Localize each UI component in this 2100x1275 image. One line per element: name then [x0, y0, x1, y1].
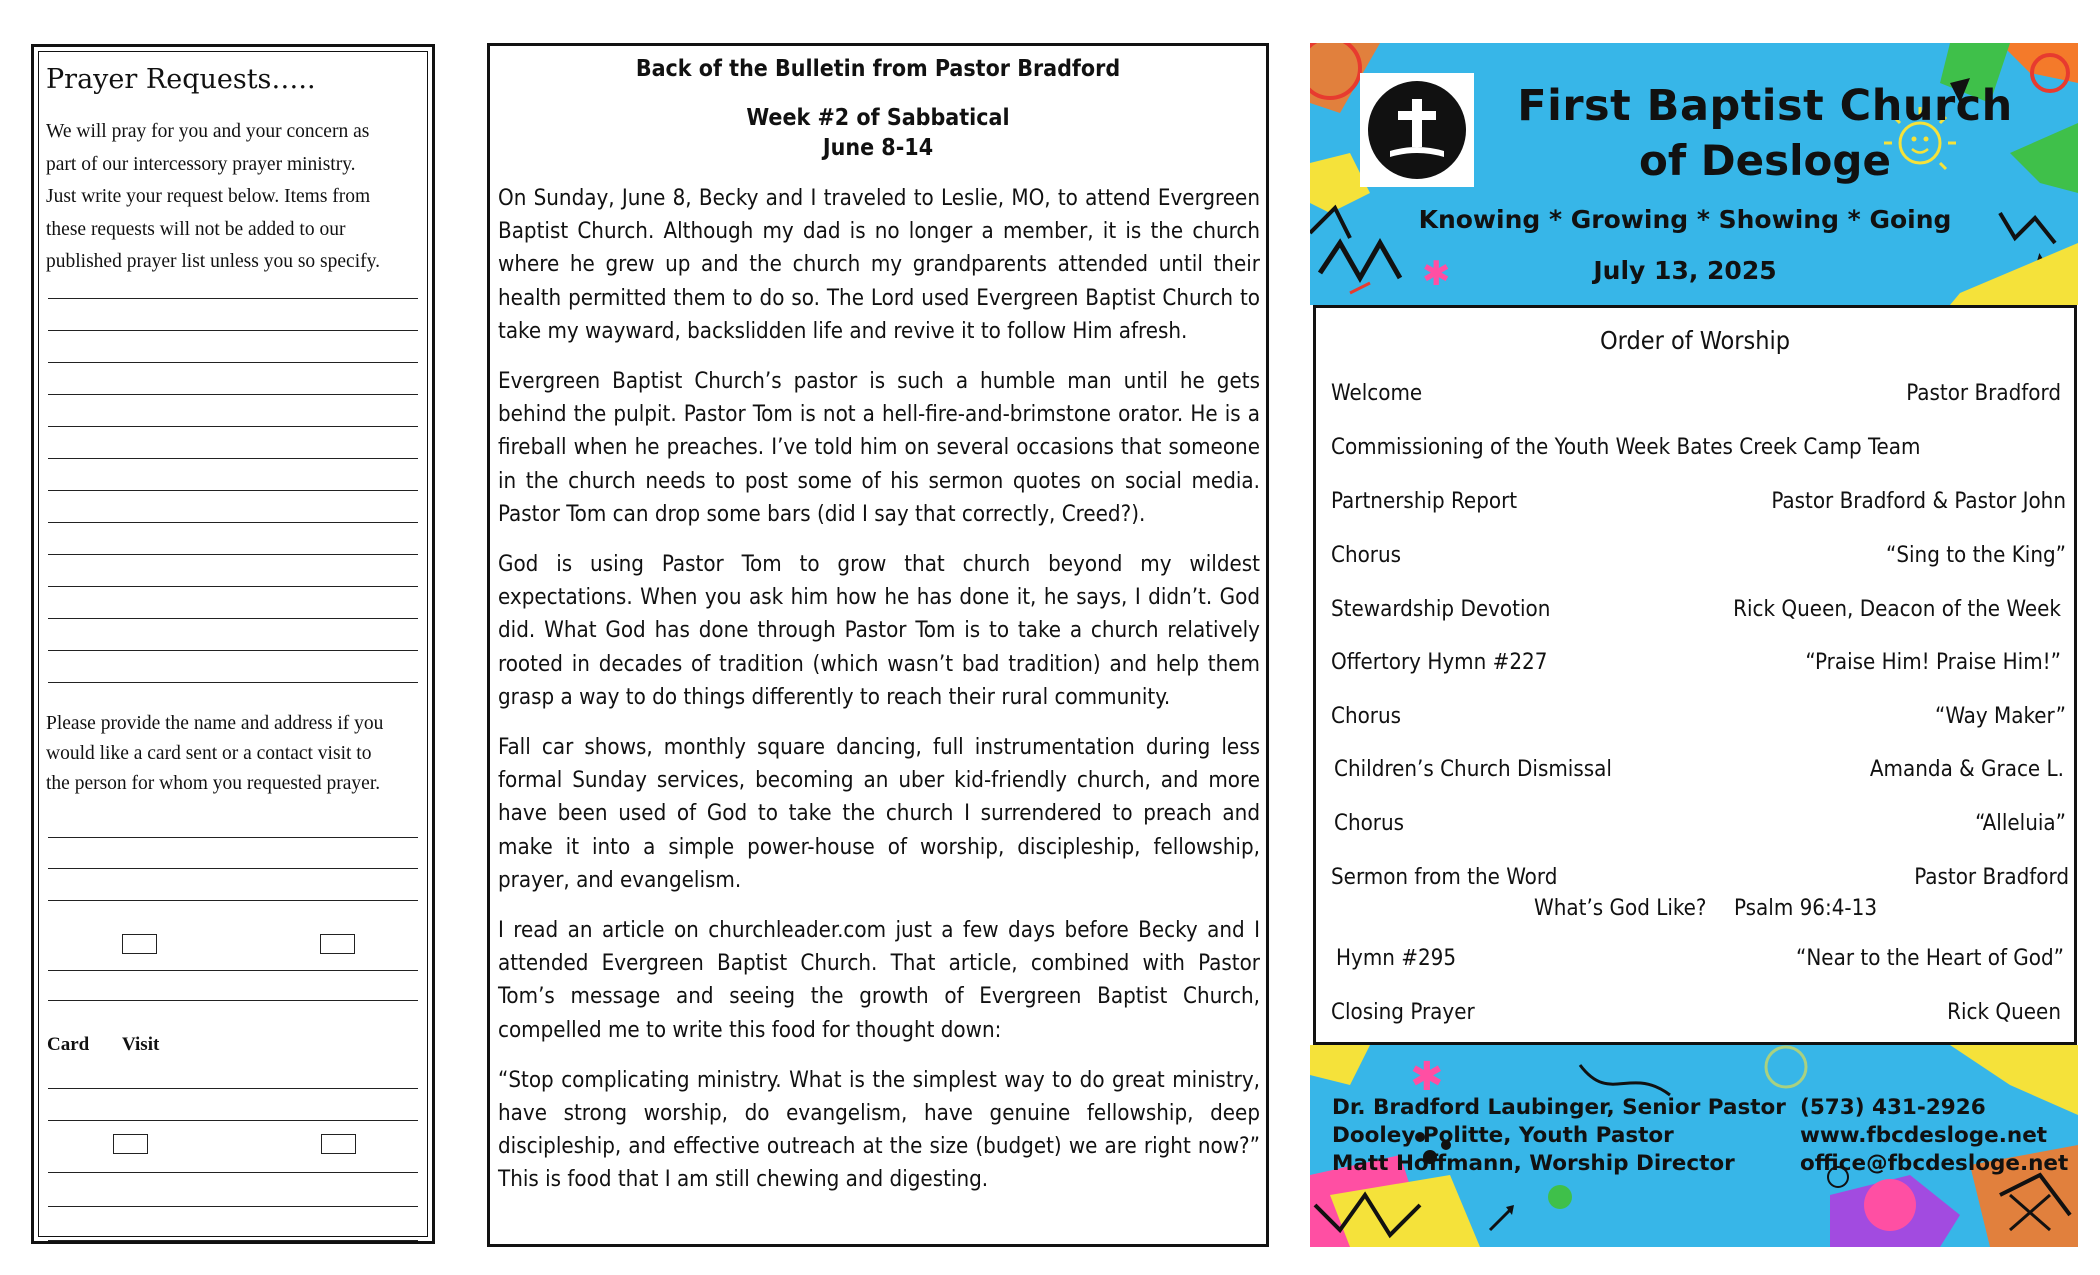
worship-item-leader: Pastor Bradford: [1906, 380, 2061, 406]
write-in-line[interactable]: [48, 1240, 418, 1241]
staff-line: Dooley Politte, Youth Pastor: [1332, 1123, 1674, 1148]
worship-item: [1316, 649, 2074, 681]
worship-item-leader: Rick Queen: [1947, 999, 2061, 1025]
write-in-line[interactable]: [48, 426, 418, 427]
contact-line: Please provide the name and address if you: [46, 713, 384, 734]
worship-item-label: Offertory Hymn #227: [1331, 649, 1548, 675]
church-phone[interactable]: (573) 431-2926: [1800, 1095, 1986, 1120]
write-in-line[interactable]: [48, 1120, 418, 1121]
worship-item-label: Chorus: [1331, 542, 1402, 568]
order-of-worship: [1313, 305, 2077, 1045]
prayer-card-title: Prayer Requests…..: [46, 64, 316, 95]
write-in-line[interactable]: [48, 900, 418, 901]
worship-item-label: Chorus: [1331, 703, 1402, 729]
worship-item-label: Closing Prayer: [1331, 999, 1475, 1025]
intro-line: published prayer list unless you so specify.: [46, 251, 380, 272]
letter-paragraph: Evergreen Baptist Church’s pastor is such a humble man until he gets behind the pulpit. Pastor Tom is not a hell-fire-and-brimstone orator. He is a fireball when he preaches. I’ve told him on several occasions that someone in the church needs to post some of his sermon quotes on social media. Pastor Tom can drop some bars (did I say that correctly, Creed?).: [498, 368, 1260, 527]
church-website-link[interactable]: www.fbcdesloge.net: [1800, 1123, 2048, 1148]
letter-paragraph: I read an article on churchleader.com just a few days before Becky and I attended Evergreen Baptist Church. That article, combined with Pastor Tom’s message and seeing the growth of Evergreen Baptist Church, compelled me to write this food for thought down:: [498, 917, 1260, 1043]
write-in-line[interactable]: [48, 868, 418, 869]
prayer-card-contact-text: [46, 709, 430, 799]
card-checkbox[interactable]: [122, 934, 157, 954]
worship-item: [1316, 756, 2074, 788]
church-email-link[interactable]: office@fbcdesloge.net: [1800, 1151, 2069, 1176]
write-in-line[interactable]: [48, 554, 418, 555]
write-in-line[interactable]: [48, 394, 418, 395]
visit-label: Visit: [122, 1034, 160, 1055]
svg-text:✱: ✱: [1410, 1054, 1444, 1100]
church-name-line2: of Desloge: [1639, 136, 1891, 185]
write-in-line[interactable]: [48, 490, 418, 491]
contact-line: would like a card sent or a contact visit to: [46, 743, 372, 764]
letter-body: [498, 182, 1260, 1214]
letter-subheading: Week #2 of Sabbatical: [746, 105, 1010, 131]
worship-item-leader: “Praise Him! Praise Him!”: [1805, 649, 2061, 675]
worship-item-leader: “Way Maker”: [1934, 703, 2066, 729]
worship-item-label: Welcome: [1331, 380, 1423, 406]
write-in-line[interactable]: [48, 586, 418, 587]
worship-item: [1316, 380, 2074, 412]
worship-item-leader: Pastor Bradford: [1914, 864, 2069, 890]
write-in-line[interactable]: [48, 1172, 418, 1173]
worship-item-label: Sermon from the Word: [1331, 864, 1558, 890]
write-in-line[interactable]: [48, 1088, 418, 1089]
write-in-line[interactable]: [48, 837, 418, 838]
letter-dates: June 8-14: [822, 135, 934, 161]
worship-item: [1316, 864, 2074, 896]
staff-line: Dr. Bradford Laubinger, Senior Pastor: [1332, 1095, 1786, 1120]
church-logo: [1360, 73, 1474, 187]
worship-item: [1316, 945, 2074, 977]
intro-line: these requests will not be added to our: [46, 218, 346, 240]
write-in-line[interactable]: [48, 650, 418, 651]
cross-icon: [1368, 81, 1466, 179]
worship-item: [1316, 999, 2074, 1031]
worship-item-leader: Amanda & Grace L.: [1869, 756, 2064, 782]
visit-checkbox[interactable]: [320, 934, 355, 954]
church-name-line1: First Baptist Church: [1517, 81, 2013, 131]
worship-item: [1316, 488, 2074, 520]
bulletin-date: July 13, 2025: [1593, 256, 1777, 285]
letter-paragraph: Fall car shows, monthly square dancing, full instrumentation during less formal Sunday services, becoming an uber kid-friendly church, and more have been used of God to take the church I surrendered to preach and make it into a simple power-house of worship, discipleship, fellowship, prayer, and evangelism.: [498, 734, 1260, 893]
worship-item-label: Partnership Report: [1331, 488, 1518, 514]
worship-item-leader: “Near to the Heart of God”: [1796, 945, 2064, 971]
prayer-card-intro: [46, 116, 430, 279]
worship-item: [1316, 810, 2074, 842]
letter-paragraph: On Sunday, June 8, Becky and I traveled to Leslie, MO, to attend Evergreen Baptist Church. Although my dad is no longer a member, it is the church where he grew up and the church my grandparents attended until their health permitted them to do so. The Lord used Evergreen Baptist Church to take my wayward, backslidden life and revive it to follow Him afresh.: [498, 185, 1260, 344]
letter-heading: Back of the Bulletin from Pastor Bradford: [635, 56, 1121, 82]
prayer-request-card: [31, 44, 435, 1244]
pastor-letter-panel: [487, 43, 1269, 1247]
worship-item-leader: Pastor Bradford & Pastor John: [1771, 488, 2066, 514]
write-in-line[interactable]: [48, 682, 418, 683]
worship-item: [1316, 434, 2074, 466]
write-in-line[interactable]: [48, 1000, 418, 1001]
prayer-card-inner-border: [38, 51, 428, 1237]
svg-text:✱: ✱: [1422, 254, 1451, 294]
church-banner: [1310, 43, 2078, 305]
worship-item-label: Children’s Church Dismissal: [1334, 756, 1612, 782]
write-in-line[interactable]: [48, 362, 418, 363]
worship-item-label: Hymn #295: [1336, 945, 1457, 971]
write-in-line[interactable]: [48, 1206, 418, 1207]
worship-item-leader: Rick Queen, Deacon of the Week: [1733, 596, 2061, 622]
letter-paragraph: God is using Pastor Tom to grow that church beyond my wildest expectations. When you ask him how he has done it, he says, I didn’t. God did. What God has done through Pastor Tom is to take a church relatively rooted in decades of tradition (which wasn’t bad tradition) and help them grasp a way to do things differently to reach their rural community.: [498, 551, 1260, 710]
worship-item-label: Commissioning of the Youth Week Bates Creek Camp Team: [1331, 434, 1921, 460]
sermon-title: What’s God Like?: [1534, 895, 1707, 921]
intro-line: We will pray for you and your concern as: [46, 121, 370, 142]
worship-item: [1316, 596, 2074, 628]
write-in-line[interactable]: [48, 330, 418, 331]
worship-title: Order of Worship: [1599, 326, 1791, 355]
intro-line: Just write your request below. Items from: [46, 186, 371, 207]
intro-line: part of our intercessory prayer ministry.: [46, 153, 356, 175]
staff-contact-banner: [1310, 1045, 2078, 1247]
worship-item: [1316, 703, 2074, 735]
card-checkbox-2[interactable]: [113, 1134, 148, 1154]
worship-item-label: Chorus: [1334, 810, 1405, 836]
write-in-line[interactable]: [48, 458, 418, 459]
church-tagline: Knowing * Growing * Showing * Going: [1418, 205, 1952, 234]
visit-checkbox-2[interactable]: [321, 1134, 356, 1154]
write-in-line[interactable]: [48, 618, 418, 619]
worship-item-leader: “Alleluia”: [1975, 810, 2066, 836]
contact-line: the person for whom you requested prayer.: [46, 773, 381, 794]
letter-paragraph: “Stop complicating ministry. What is the simplest way to do great ministry, have strong worship, do evangelism, have genuine fellowship, deep discipleship, and effective outreach at the size (budget) we are right now?” This is food that I am still chewing and digesting.: [498, 1066, 1260, 1193]
write-in-line[interactable]: [48, 970, 418, 971]
write-in-line[interactable]: [48, 298, 418, 299]
write-in-line[interactable]: [48, 522, 418, 523]
worship-item-label: Stewardship Devotion: [1331, 596, 1551, 622]
worship-item-leader: “Sing to the King”: [1886, 542, 2066, 568]
card-label: Card: [47, 1034, 90, 1055]
sermon-passage: Psalm 96:4-13: [1734, 895, 1878, 921]
staff-line: Matt Hoffmann, Worship Director: [1332, 1151, 1735, 1176]
worship-item: [1316, 542, 2074, 574]
